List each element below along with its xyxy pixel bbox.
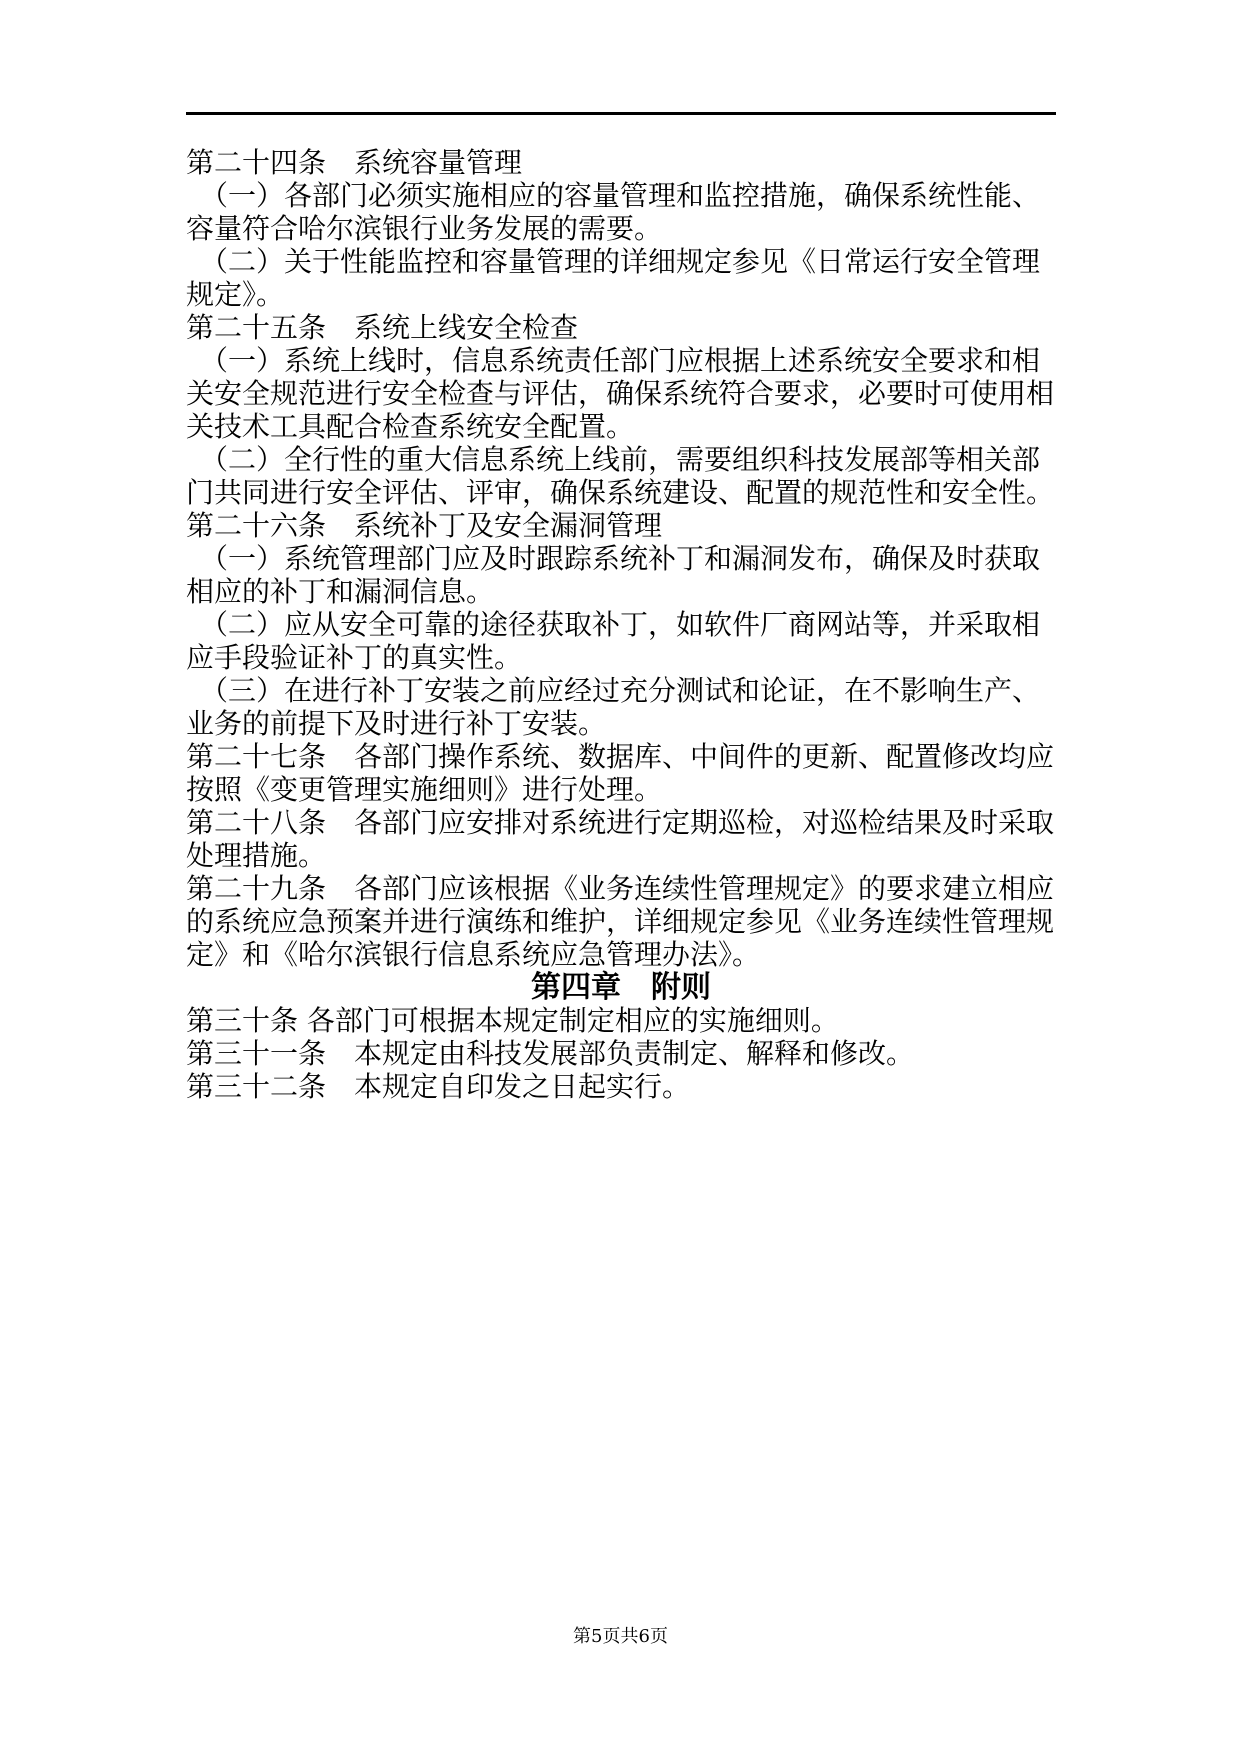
article-24-heading: 第二十四条 系统容量管理	[186, 146, 523, 179]
article-32: 第三十二条 本规定自印发之日起实行。	[186, 1070, 691, 1103]
document-body	[186, 146, 1056, 1103]
article-25-item-2: （二）全行性的重大信息系统上线前，需要组织科技发展部等相关部门共同进行安全评估、评审，确保系统建设、配置的规范性和安全性。	[186, 443, 1055, 509]
article-28: 第二十八条 各部门应安排对系统进行定期巡检，对巡检结果及时采取处理措施。	[186, 806, 1055, 872]
article-31: 第三十一条 本规定由科技发展部负责制定、解释和修改。	[186, 1037, 915, 1070]
article-25-item-1: （一）系统上线时，信息系统责任部门应根据上述系统安全要求和相关安全规范进行安全检查与评估，确保系统符合要求，必要时可使用相关技术工具配合检查系统安全配置。	[186, 344, 1055, 443]
article-26-item-3: （三）在进行补丁安装之前应经过充分测试和论证，在不影响生产、业务的前提下及时进行补丁安装。	[186, 674, 1041, 740]
article-29: 第二十九条 各部门应该根据《业务连续性管理规定》的要求建立相应的系统应急预案并进行演练和维护，详细规定参见《业务连续性管理规定》和《哈尔滨银行信息系统应急管理办法》。	[186, 872, 1055, 971]
article-30: 第三十条 各部门可根据本规定制定相应的实施细则。	[186, 1004, 839, 1037]
article-27: 第二十七条 各部门操作系统、数据库、中间件的更新、配置修改均应按照《变更管理实施细则》进行处理。	[186, 740, 1055, 806]
header-rule	[186, 112, 1056, 115]
article-24-item-2: （二）关于性能监控和容量管理的详细规定参见《日常运行安全管理规定》。	[186, 245, 1041, 311]
article-26-item-2: （二）应从安全可靠的途径获取补丁，如软件厂商网站等，并采取相应手段验证补丁的真实性。	[186, 608, 1041, 674]
article-24-item-1: （一）各部门必须实施相应的容量管理和监控措施，确保系统性能、容量符合哈尔滨银行业务发展的需要。	[186, 179, 1041, 245]
article-25-heading: 第二十五条 系统上线安全检查	[186, 311, 579, 344]
page-number-footer: 第5页共6页	[573, 1626, 668, 1647]
article-26-item-1: （一）系统管理部门应及时跟踪系统补丁和漏洞发布，确保及时获取相应的补丁和漏洞信息。	[186, 542, 1041, 608]
article-26-heading: 第二十六条 系统补丁及安全漏洞管理	[186, 509, 663, 542]
chapter-title: 第四章 附则	[531, 970, 711, 1005]
